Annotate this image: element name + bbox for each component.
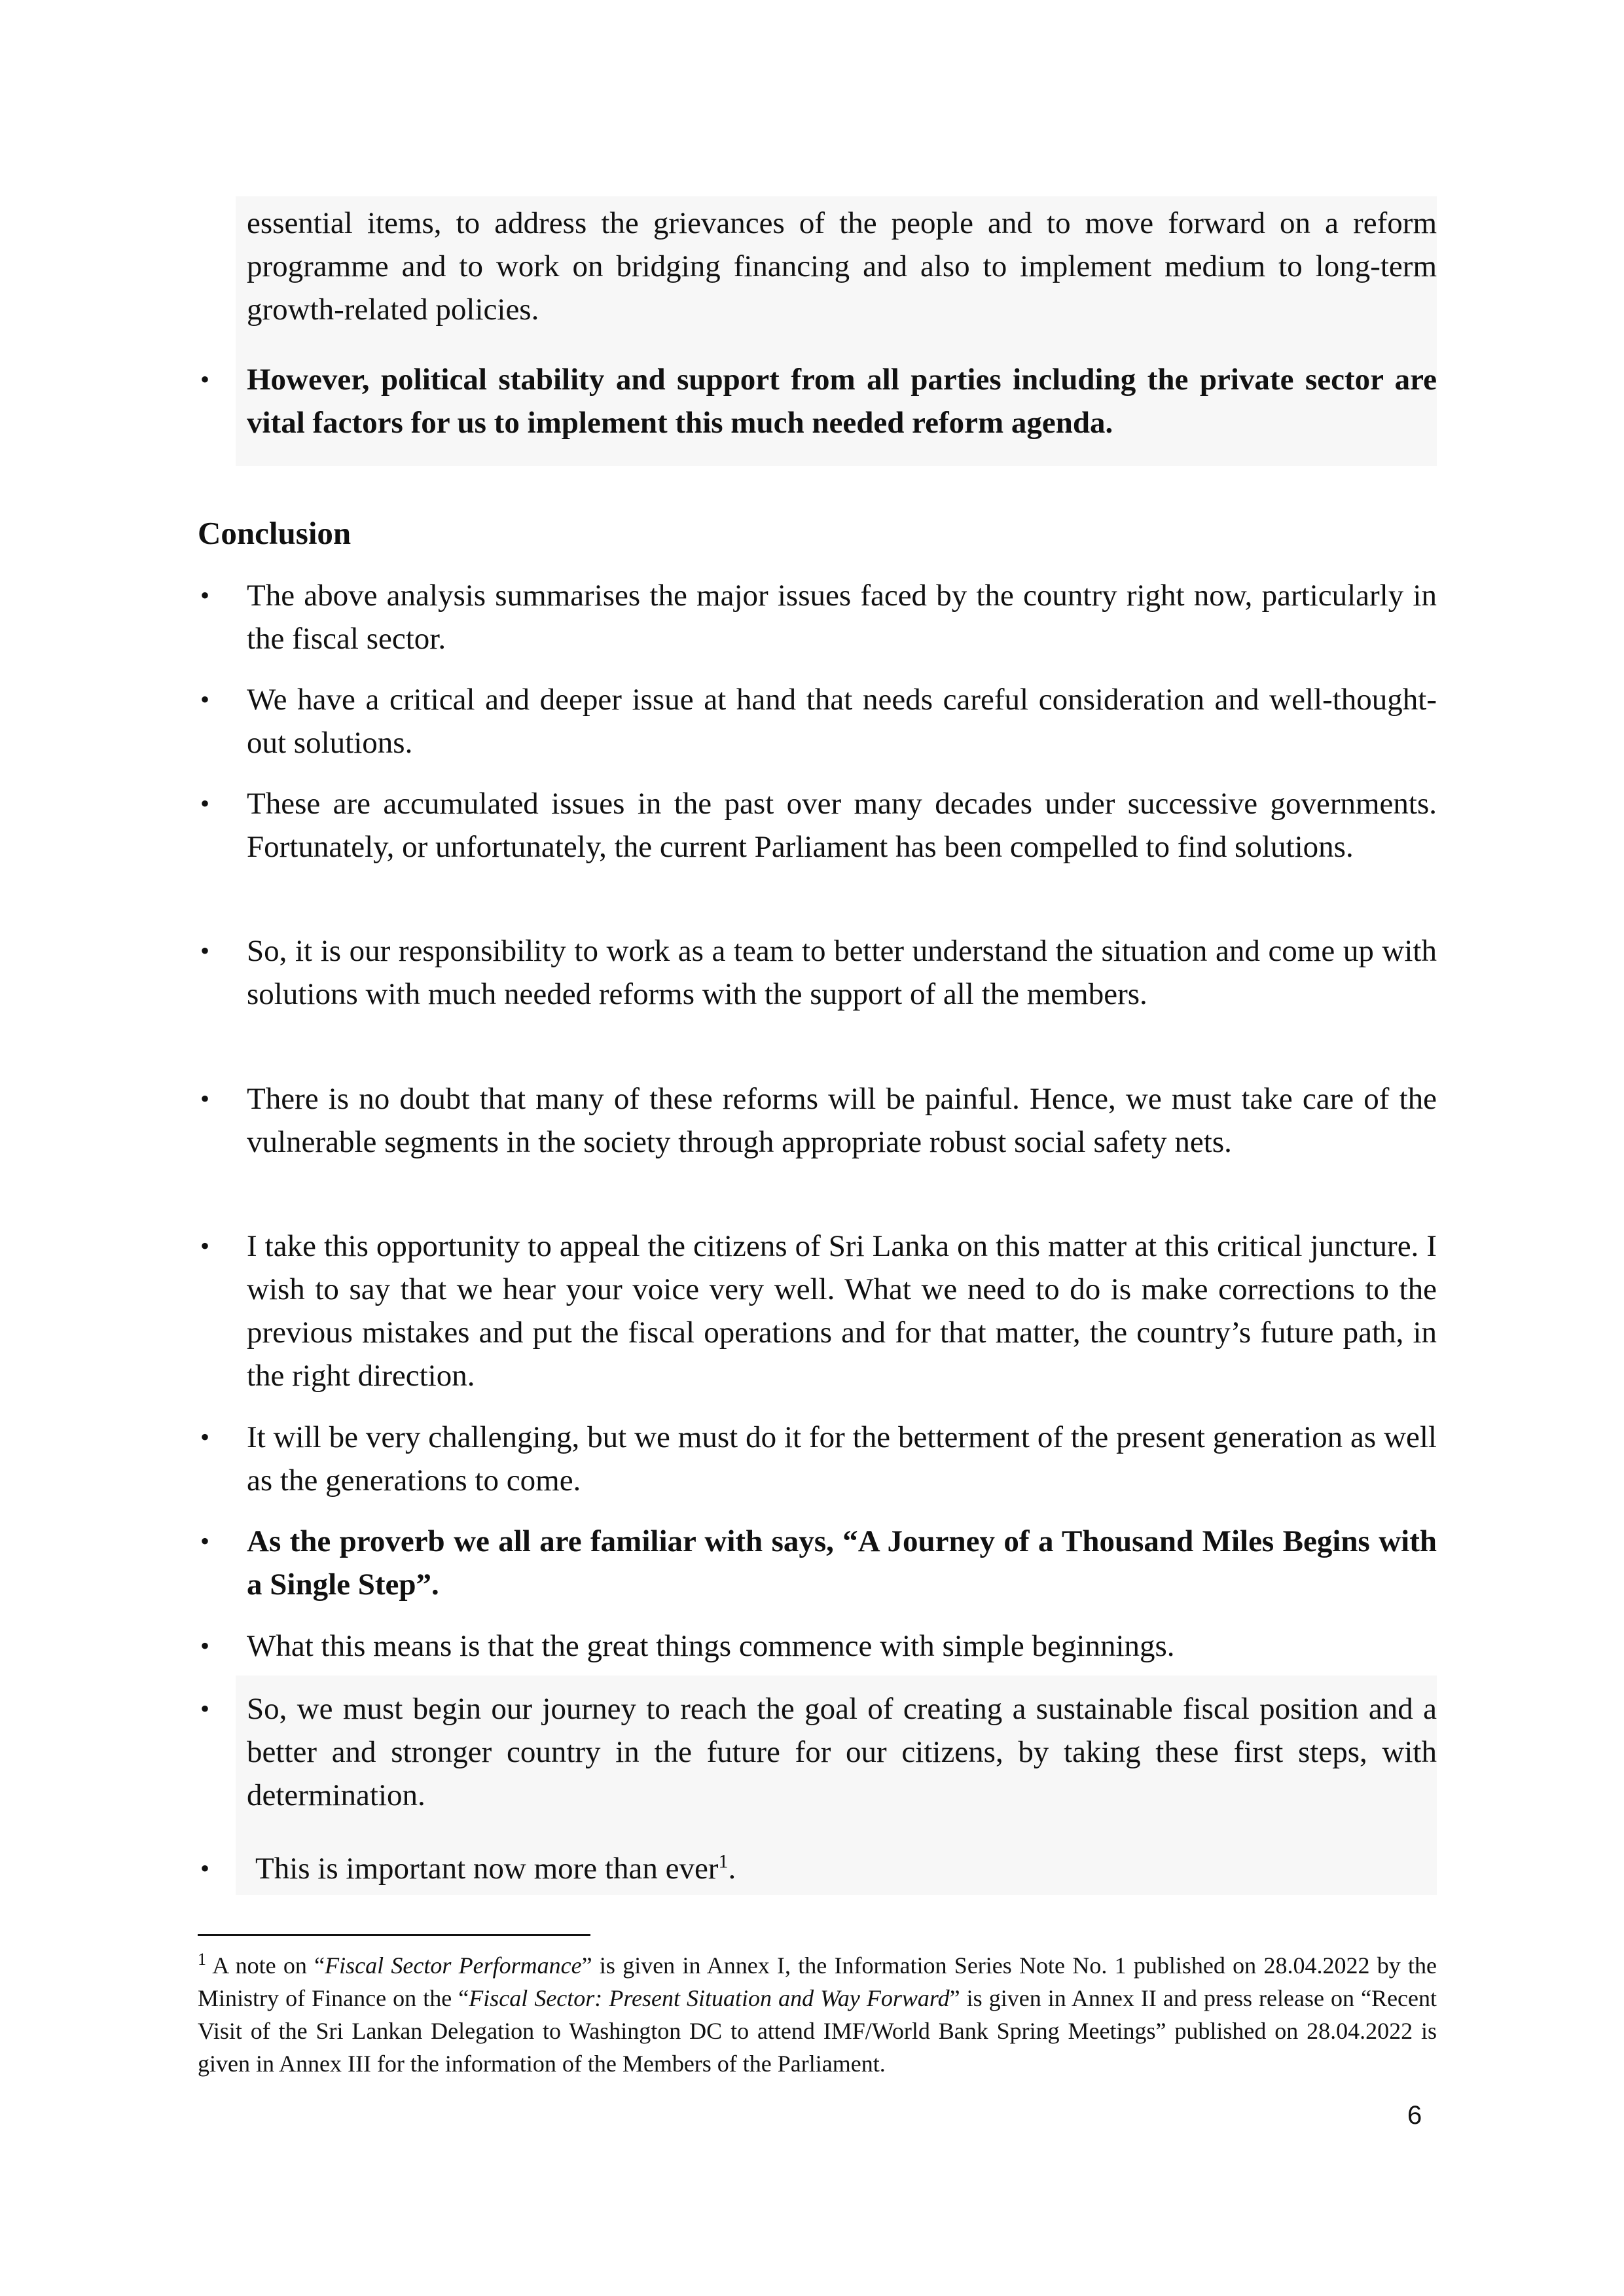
conclusion-bullet-5: There is no doubt that many of these reforms will be painful. Hence, we must take care of the vulnerable segments in the society through appropriate robust social safety nets. (247, 1082, 1437, 1159)
footnote-text-1: A note on “ (206, 1952, 325, 1979)
bullet-marker: • (200, 1694, 210, 1723)
conclusion-bullet-10: So, we must begin our journey to reach the goal of creating a sustainable fiscal position and a better and stronger country in the future for our citizens, by taking these first steps, with determination. (247, 1692, 1437, 1812)
footnote-reference[interactable]: 1 (718, 1850, 729, 1873)
conclusion-bullet-7: It will be very challenging, but we must do it for the betterment of the present generation as well as the generations to come. (247, 1420, 1437, 1498)
footnote-text-2: ” is given in Annex I, the Information Series Note No. 1 published on 28.04.2022 by the Ministry of Finance on the “ (198, 1952, 1437, 2011)
footnote-marker: 1 (198, 1950, 206, 1969)
bullet-marker: • (200, 1854, 210, 1883)
last-bullet-period: . (728, 1852, 736, 1886)
conclusion-bullet-3: These are accumulated issues in the past over many decades under successive governments. Fortunately, or unfortunately, the current Parliament has been compelled to find solutions. (247, 787, 1437, 864)
footnote-text-3: ” is given in Annex II and press release on “Recent Visit of the Sri Lankan Delegation to Washington DC to attend IMF/World Bank Spring Meetings” published on 28.04.2022 is given in Annex III for the information of the Members of the Parliament. (198, 1985, 1437, 2077)
bullet-marker: • (200, 1526, 210, 1556)
bullet-marker: • (200, 685, 210, 714)
footnote-separator (198, 1934, 590, 1936)
last-bullet-text: This is important now more than ever (255, 1852, 719, 1886)
conclusion-bullet-6: I take this opportunity to appeal the citizens of Sri Lanka on this matter at this critical juncture. I wish to say that we hear your voice very well. What we need to do is make corrections to the previous mistakes and put the fiscal operations and for that matter, the country’s future path, in the right direction. (247, 1229, 1437, 1393)
conclusion-bullet-4: So, it is our responsibility to work as a team to better understand the situation and come up with solutions with much needed reforms with the support of all the members. (247, 934, 1437, 1011)
bullet-marker: • (200, 581, 210, 610)
footnote-italic-1: Fiscal Sector Performance (325, 1952, 582, 1979)
conclusion-bullet-2: We have a critical and deeper issue at hand that needs careful consideration and well-thought-out solutions. (247, 683, 1437, 760)
conclusion-bullet-1: The above analysis summarises the major issues faced by the country right now, particularly in the fiscal sector. (247, 579, 1437, 656)
section-heading-conclusion: Conclusion (198, 515, 352, 551)
conclusion-bullet-last (255, 1847, 1445, 1890)
bullet-marker: • (200, 1631, 210, 1660)
footnote-italic-2: Fiscal Sector: Present Situation and Way Forward (469, 1985, 950, 2011)
conclusion-bullet-9: What this means is that the great things commence with simple beginnings. (247, 1629, 1175, 1663)
bullet-marker: • (200, 1084, 210, 1113)
bullet-political-stability: However, political stability and support from all parties including the private sector are vital factors for us to implement this much needed reform agenda. (247, 363, 1437, 440)
page-number: 6 (1407, 2101, 1422, 2130)
footnote (198, 1949, 1437, 2080)
continued-paragraph: essential items, to address the grievances of the people and to move forward on a reform programme and to work on bridging financing and also to implement medium to long-term growth-related policies. (247, 206, 1437, 327)
conclusion-bullet-proverb: As the proverb we all are familiar with says, “A Journey of a Thousand Miles Begins with a Single Step”. (247, 1524, 1437, 1602)
bullet-marker: • (200, 789, 210, 818)
bullet-marker: • (200, 1422, 210, 1452)
bullet-marker: • (200, 365, 210, 394)
bullet-marker: • (200, 1231, 210, 1261)
bullet-marker: • (200, 936, 210, 965)
